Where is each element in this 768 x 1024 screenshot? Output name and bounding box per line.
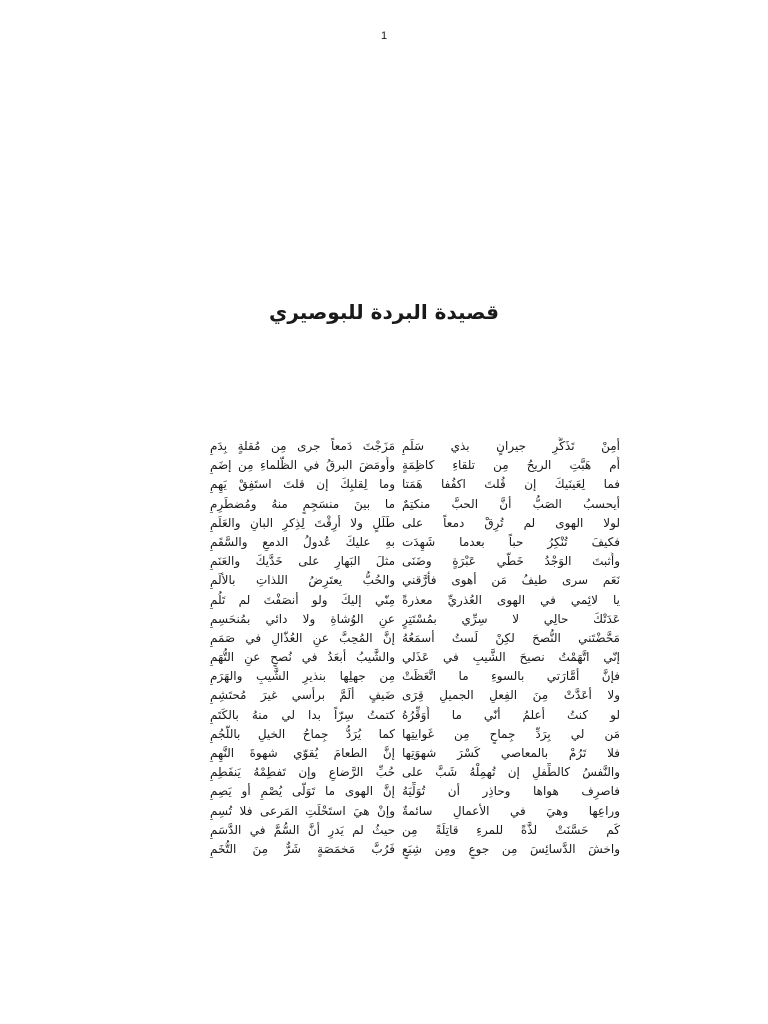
verse-line: مِنّي إليكَ ولو أنصَفْتَ لم تَلُمِ bbox=[210, 592, 395, 607]
verse-line: كَم حَسَّنَتْ لذَّةً للمرءِ قاتِلَةً مِن bbox=[402, 822, 620, 837]
verse-line: طَلَلٍ ولا أرِقْتَ لِذِكرِ البانِ والعَلَمِ bbox=[210, 515, 395, 530]
verse-line: إنَّ الطعامَ يُقوّي شهوةَ النَّهِمِ bbox=[210, 746, 395, 760]
verse-line: وما لِقلبِكَ إن قلتَ استَفِقْ يَهِمِ bbox=[210, 477, 395, 492]
verse-line: ما بينَ منسَجِمٍ منهُ ومُضطَرِمِ bbox=[210, 496, 395, 511]
verse-line: مِن جهلِها بنذيرِ الشَّيبِ والهَرَمِ bbox=[210, 669, 395, 684]
verse-line: إنَّ المُحِبَّ عنِ العُذّالِ في صَمَمِ bbox=[210, 630, 395, 645]
verse-line: وإنْ هيَ استَحْلَتِ المَرعى فلا تُسِمِ bbox=[210, 803, 395, 818]
verse-line: مثلَ البَهارِ على خَدَّيكَ والعَنَمِ bbox=[210, 554, 395, 569]
verse-line: يا لائِمي في الهوى العُذريِّ معذرةً bbox=[402, 592, 620, 607]
verse-line: واخشَ الدَّسائِسَ مِن جوعٍ ومِن شِبَعٍ bbox=[402, 841, 620, 856]
verse-line: عنِ الوُشاةِ ولا دائي بمُنحَسِمِ bbox=[210, 611, 395, 626]
verse-column-right bbox=[402, 437, 620, 859]
verse-line: كتمتُ سِرّاً بدا لي منهُ بالكَتَمِ bbox=[210, 707, 395, 722]
verse-line: وراعِها وهيَ في الأعمالِ سائمةٌ bbox=[402, 803, 620, 818]
verse-line: أمِنْ تَذَكُّرِ جيرانٍ بذي سَلَمِ bbox=[402, 439, 620, 453]
verse-line: والحُبُّ يعتَرِضُ اللذاتِ بالألَمِ bbox=[210, 573, 395, 588]
verse-line: مَزَجْتَ دَمعاً جرى مِن مُقلةٍ بِدَمِ bbox=[210, 439, 395, 453]
verse-line: فإنَّ أمَّارَتي بالسوءِ ما اتَّعَظَتْ bbox=[402, 669, 620, 684]
verse-line: فَرُبَّ مَخمَصَةٍ شَرٌّ مِنَ التُّخَمِ bbox=[210, 841, 395, 856]
verse-line: أَم هَبَّتِ الريحُ مِن تلقاءِ كاظِمَةٍ bbox=[402, 458, 620, 473]
verse-line: وأَثبتَ الوَجْدُ خَطَّي عَبْرَةٍ وضَنَى bbox=[402, 554, 620, 569]
verse-line: لولا الهوى لم تُرِقْ دمعاً على bbox=[402, 515, 620, 530]
verse-line: فكيفَ تُنْكِرُ حباً بعدما شَهِدَت bbox=[402, 534, 620, 549]
verse-line: بهِ عليكَ عُدولُ الدمعِ والسَّقَمِ bbox=[210, 534, 395, 549]
verse-line: عَدَتْكَ حالِي لا سِرِّي بمُسْتَتِرٍ bbox=[402, 611, 620, 626]
verse-line: أيحسبُ الصَبُّ أنَّ الحبَّ منكتِمٌ bbox=[402, 496, 620, 511]
verse-line: حيثُ لم يَدرِ أنَّ السُّمَّ في الدَّسَمِ bbox=[210, 822, 395, 837]
verse-line: فما لِعَينَيكَ إن قُلتَ اكفُفا هَمَتا bbox=[402, 477, 620, 492]
verse-line: ضَيفٍ ألَمَّ برأسي غيرَ مُحتَشِمِ bbox=[210, 688, 395, 703]
verse-line: إنَّ الهوى ما تَوَلّى يُصْمِ أو يَصِمِ bbox=[210, 784, 395, 799]
page-number: 1 bbox=[380, 30, 388, 42]
verse-line: والنَّفسُ كالطِّفلِ إن تُهمِلْهُ شَبَّ على bbox=[402, 765, 620, 780]
verse-line: نَعَم سرى طيفُ مَن أهوى فأرَّقني bbox=[402, 573, 620, 588]
page-title: قصيدة البردة للبوصيري bbox=[269, 300, 499, 324]
verse-line: مَحَّضْتَني النُّصحَ لكِنْ لَستُ أسمَعُهُ bbox=[402, 630, 620, 645]
verse-line: كما يُرَدُّ جِماحُ الخيلِ باللُّجُمِ bbox=[210, 726, 395, 741]
verse-line: مَن لي بِرَدِّ جِماحٍ مِن غَوايتِها bbox=[402, 726, 620, 741]
verse-line: والشَّيبُ أبعَدُ في نُصحٍ عنِ التُّهَمِ bbox=[210, 650, 395, 665]
verse-column-left bbox=[210, 437, 395, 859]
verse-line: لو كنتُ أعلمُ أنّي ما أُوَقِّرُهُ bbox=[402, 707, 620, 722]
verse-line: إنّي اتَّهَمْتُ نصيحَ الشَّيبِ في عَذَلي bbox=[402, 650, 620, 665]
verse-line: ولا أعَدَّتْ مِنَ الفِعلِ الجميلِ قِرَى bbox=[402, 688, 620, 703]
verse-line: حُبِّ الرَّضاعِ وإن تَفطِمْهُ يَنفَطِمِ bbox=[210, 765, 395, 780]
verse-line: فاصرِف هواها وحاذِر أن تُوَلِّيَهُ bbox=[402, 784, 620, 799]
verse-line: فلا تَرُمْ بالمعاصي كَسْرَ شهوَتِها bbox=[402, 746, 620, 760]
verse-line: وأَومَضَ البرقُ في الظَّلماءِ مِن إضَمِ bbox=[210, 458, 395, 473]
